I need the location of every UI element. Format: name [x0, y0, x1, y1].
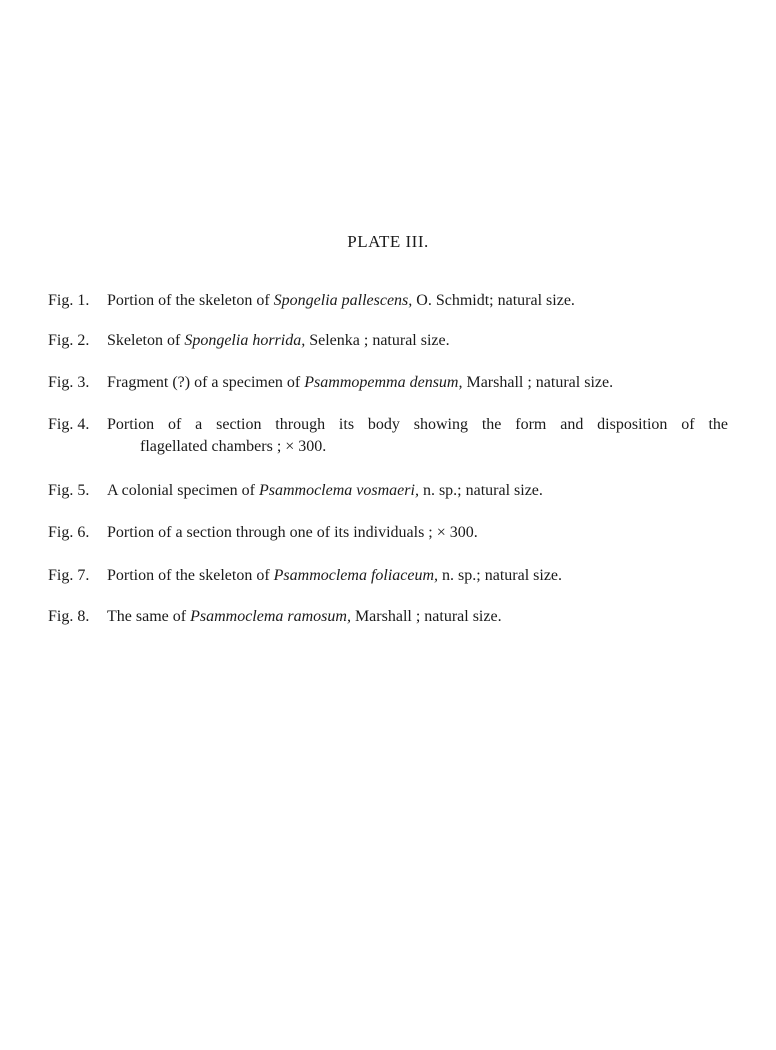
figure-caption-text: Fragment (?) of a specimen of Psammopemma densum, Marshall ; natural size. [107, 374, 614, 391]
plate-title: PLATE III. [347, 232, 429, 251]
figure-caption-text: Skeleton of Spongelia horrida, Selenka ; natural size. [107, 332, 450, 349]
figure-caption-continuation: flagellated chambers ; × 300. [140, 438, 327, 455]
figure-caption-7 [48, 565, 728, 587]
figure-caption-8 [48, 606, 728, 628]
figure-caption-6 [48, 522, 728, 544]
figure-label: Fig. 8. [48, 608, 90, 625]
figure-label: Fig. 6. [48, 524, 90, 541]
figure-label: Fig. 1. [48, 292, 90, 309]
figure-label: Fig. 2. [48, 332, 90, 349]
figure-caption-text: Portion of a section through its body showing the form and disposition of the [107, 416, 728, 433]
figure-caption-1 [48, 290, 728, 312]
figure-caption-text: A colonial specimen of Psammoclema vosmaeri, n. sp.; natural size. [107, 482, 543, 499]
figure-label: Fig. 5. [48, 482, 90, 499]
figure-caption-text: The same of Psammoclema ramosum, Marshall ; natural size. [107, 608, 502, 625]
figure-caption-text: Portion of the skeleton of Spongelia pallescens, O. Schmidt; natural size. [107, 292, 575, 309]
figure-caption-3 [48, 372, 728, 394]
figure-label: Fig. 4. [48, 416, 90, 433]
figure-label: Fig. 3. [48, 374, 90, 391]
figure-caption-text: Portion of the skeleton of Psammoclema foliaceum, n. sp.; natural size. [107, 567, 563, 584]
figure-caption-text: Portion of a section through one of its individuals ; × 300. [107, 524, 478, 541]
figure-caption-2 [48, 330, 728, 352]
figure-caption-4 [48, 414, 728, 458]
figure-label: Fig. 7. [48, 567, 90, 584]
figure-caption-5 [48, 480, 728, 502]
